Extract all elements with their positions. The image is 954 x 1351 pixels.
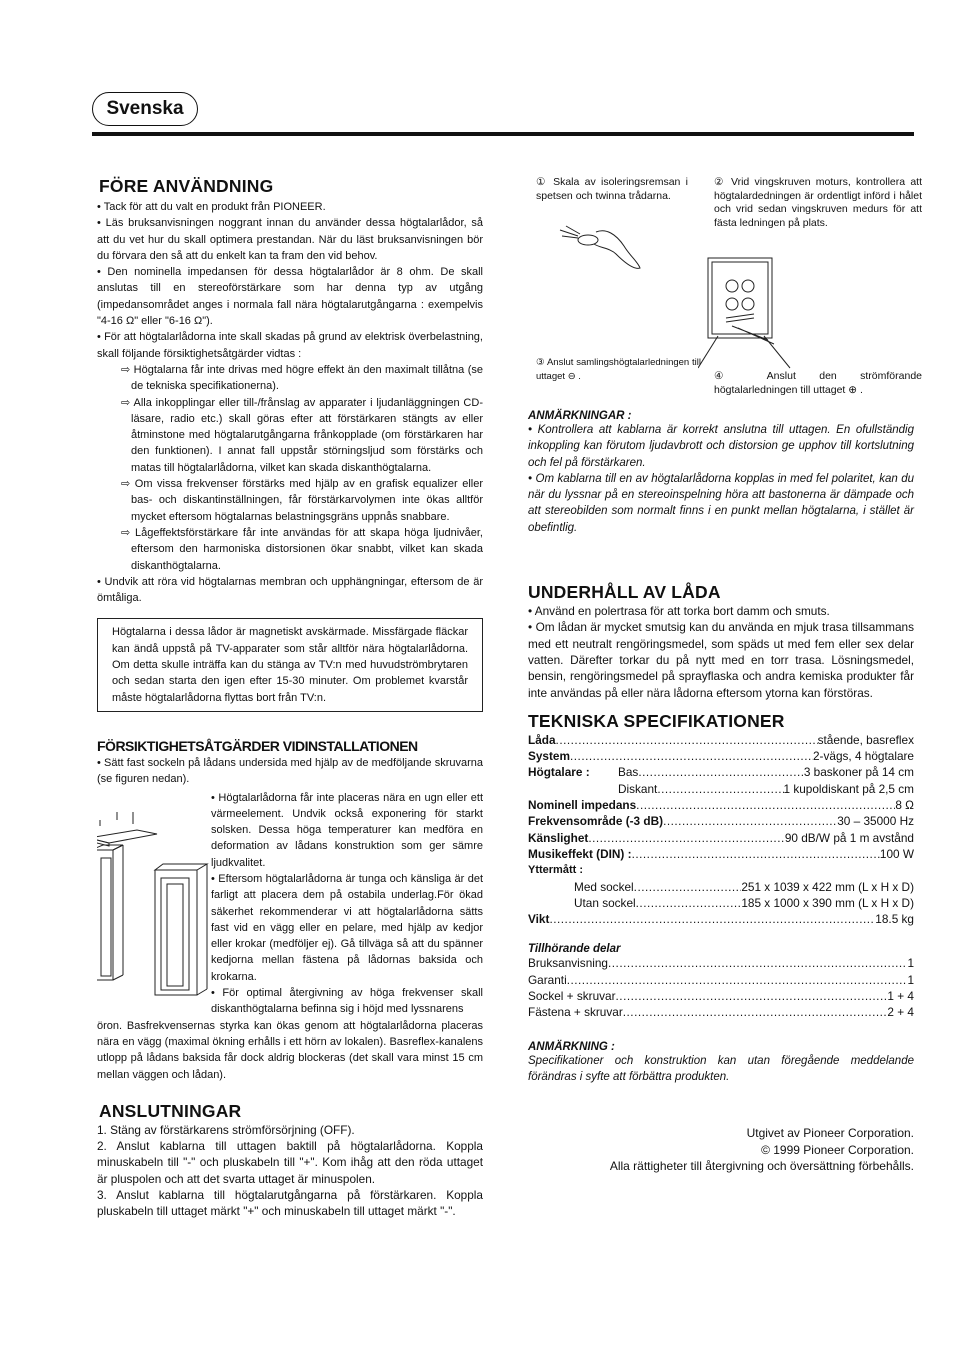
footer-line: Utgivet av Pioneer Corporation.	[746, 1126, 914, 1141]
care-item: • Om lådan är mycket smutsig kan du använda en mjuk trasa tillsammans med ett neutralt rengöringsmedel, som späds ut med fem eller sex delar vatten. Därefter torkar du på nytt med en torr trasa. Lösningsmedel, bensin, rengöringsmedel på sprayflaska och andra kemiska produkter får inte användas på eller nära lådorna eftersom ytorna kan förstöras.	[528, 620, 914, 700]
spec-row	[528, 781, 914, 797]
ansl-item: 1. Stäng av förstärkarens strömförsörjning (OFF).	[97, 1122, 355, 1137]
spec-row	[528, 895, 914, 911]
right-column	[528, 176, 922, 1175]
accessories-heading: Tillhörande delar	[528, 943, 621, 956]
spec-label: Bas	[618, 765, 639, 780]
connection-figure	[528, 176, 922, 398]
accessory-qty: 1	[907, 956, 914, 971]
section-title-install: FÖRSIKTIGHETSÅTGÄRDER VIDINSTALLATIONEN	[97, 737, 418, 754]
note2-heading: ANMÄRKNING :	[528, 1040, 615, 1053]
speaker-stand-figure	[97, 790, 211, 1002]
note-item: • Om kablarna till en av högtalarlådorna kopplas in med fel polaritet, kan du när du lyssnar på en stereoinspelning höra att bastonerna är dämpade och att stereobilden som normalt finns i en punkt mellan högtalarna, i stället är obefintlig.	[528, 472, 914, 534]
spec-label: System	[528, 749, 570, 764]
spec-label: Musikeffekt (DIN) :	[528, 846, 632, 861]
accessory-qty: 1 + 4	[887, 989, 914, 1004]
spec-label: Diskant	[618, 781, 658, 796]
install-block	[97, 790, 483, 1018]
spec-value: 3 baskoner på 14 cm	[803, 765, 914, 780]
accessory-label: Garanti	[528, 972, 567, 987]
spec-label: Frekvensområde (-3 dB)	[528, 814, 664, 829]
spec-row	[528, 764, 914, 780]
step-2-caption: ② Vrid vingskruven moturs, kontrollera att högtalardedningen är ordentligt införd i hålet och vrid sedan vingskruven medurs för att fästa ledningen på plats.	[714, 176, 922, 229]
spec-value: stående, basreflex	[817, 732, 914, 747]
accessory-row	[528, 972, 914, 988]
section-title-care: UNDERHÅLL AV LÅDA	[528, 582, 721, 603]
section-title-ansl: ANSLUTNINGAR	[99, 1100, 242, 1121]
spec-value: 2-vägs, 4 högtalare	[813, 749, 914, 764]
notes-block	[528, 410, 914, 536]
ansl-item: 3. Anslut kablarna till högtalarutgångarna på förstärkaren. Koppla pluskabeln till uttaget märkt "+" och minuskabeln till uttaget märkt "-".	[97, 1188, 483, 1219]
spec-row	[528, 862, 914, 878]
step-4-caption: ④ Anslut den strömförande högtalarledningen till uttaget ⊕ .	[714, 370, 922, 396]
spec-row	[528, 879, 914, 895]
note-item: • Kontrollera att kablarna är korrekt anslutna till uttagen. En ofullständig inkoppling kan förutom ljudavbrott och distorsion ge upphov till kortslutning och fel på förstärkaren.	[528, 424, 914, 469]
install-item: • Eftersom högtalarlådorna är tunga och känsliga är det farligt att placera dem på ostabila underlag.För ökad säkerhet rekommenderar vi att högtalarlådorna sätts fast vid en vägg eller en pelare, med hjälp av kedjor eller krokar (medföljer ej). Gå tillväga så att du spänner kedjorna mellan fästena på lådornas baksida och krokarna.	[211, 872, 483, 983]
spec-value: 251 x 1039 x 422 mm (L x H x D)	[741, 879, 914, 894]
install-item: • Högtalarlådorna får inte placeras nära en ugn eller ett värmeelement. Undvik också exponering för starkt solsken. Dessa höga temperaturer kan medföra en deformation av lådans konstruktion som ger sämre ljudkvalitet.	[211, 791, 483, 869]
spec-label: Nominell impedans	[528, 798, 637, 813]
accessory-qty: 1	[907, 972, 914, 987]
accessories-list	[528, 955, 914, 1020]
accessory-row	[528, 955, 914, 971]
accessory-label: Sockel + skruvar	[528, 989, 616, 1004]
spec-label: Yttermått :	[528, 864, 584, 877]
fore-para: • Undvik att röra vid högtalarnas membran och upphängningar, eftersom de är ömtåliga.	[97, 575, 483, 605]
precaution-item: ⇨ Alla inkopplingar eller till-/frånslag av apparater i ljudanläggningen CD-läsare, radio etc.) skall göras efter att förstärkaren stängts av eller åtminstone med högtalarutgångarna frånkopplade (om förstärkaren har den funktionen). I annat fall uppstår störningsljud som förstärks och matas till högtalarlådorna, vilket kan skada diskanthögtalarna.	[121, 396, 483, 474]
step-3-caption: ③ Anslut samlingshögtalarledningen till uttaget ⊖ .	[536, 357, 701, 382]
care-item: • Använd en polertrasa för att torka bort damm och smuts.	[528, 604, 830, 619]
spec-value: 18.5 kg	[875, 912, 914, 927]
publisher-footer	[528, 1125, 914, 1175]
spec-table	[528, 732, 914, 928]
spec-row	[528, 813, 914, 829]
precaution-item: ⇨ Om vissa frekvenser förstärks med hjälp av en grafisk equalizer eller bas- och diskantinställningen, får förstärkarvolymen inte ökas alltför mycket eftersom högtalarnas belastningsgräns uppnås snabbare.	[121, 478, 483, 523]
note2-text: Specifikationer och konstruktion kan utan föregående meddelande förändras i syfte att förbättra produkten.	[528, 1054, 914, 1083]
spec-label: Låda	[528, 732, 556, 747]
spec-row	[528, 830, 914, 846]
spec-value: 8 Ω	[895, 798, 914, 813]
accessory-label: Fästena + skruvar	[528, 1005, 623, 1020]
spec-row	[528, 732, 914, 748]
accessory-row	[528, 1004, 914, 1020]
spec-label: Känslighet	[528, 830, 589, 845]
section-title-specs: TEKNISKA SPECIFIKATIONER	[528, 710, 785, 731]
spec-label: Med sockel	[574, 879, 634, 894]
step-1-caption: ① Skala av isoleringsremsan i spetsen och twinna trådarna.	[536, 176, 688, 202]
footer-line: Alla rättigheter till återgivning och översättning förbehålls.	[609, 1159, 914, 1174]
accessory-label: Bruksanvisning	[528, 956, 608, 971]
precaution-item: ⇨ Lågeffektsförstärkare får inte användas för att skapa höga ljudnivåer, eftersom den harmoniska distorsionen ökar snabbt, vilket kan skada diskanthögtalarna.	[121, 526, 483, 572]
header-rule	[92, 132, 914, 136]
notes-heading: ANMÄRKNINGAR :	[528, 410, 632, 422]
ansl-item: 2. Anslut kablarna till uttagen baktill på högtalarlådorna. Koppla minuskabeln till "-" och pluskabeln till "+". Kom ihåg att den röda uttaget är pluspolen och att det svarta uttaget är minuspolen.	[97, 1139, 483, 1186]
precaution-list	[97, 362, 483, 574]
spec-value: 90 dB/W på 1 m avstånd	[784, 830, 914, 845]
spec-value: 100 W	[879, 846, 914, 861]
fore-para: • Läs bruksanvisningen noggrant innan du använder dessa högtalarlådor, så att du vet hur du skall optimera prestandan. När du läst bruksanvisningen bör du förvara den så att du enkelt kan ta fram den vid behov.	[97, 217, 483, 262]
install-intro: • Sätt fast sockeln på lådans undersida med hjälp av de medföljande skruvarna (se figuren nedan).	[97, 756, 483, 786]
magnetic-shield-text: Högtalarna i dessa lådor är magnetiskt avskärmade. Missfärgade fläckar kan ändå uppstå på TV-apparater som står alltför nära högtalarlådorna. Om detta skulle inträffa kan du stänga av TV:n med huvudströmbrytaren och sedan starta den igen efter 15-30 minuter. Om problemet kvarstår måste högtalarlådorna flyttas bort från TV:n.	[112, 626, 468, 704]
spec-row	[528, 748, 914, 764]
left-column	[97, 176, 483, 1220]
spec-label: Högtalare :	[528, 765, 590, 780]
spec-row	[528, 846, 914, 862]
accessory-row	[528, 988, 914, 1004]
wire-strip-icon	[558, 218, 648, 274]
fore-para: • Tack för att du valt en produkt från PIONEER.	[97, 201, 326, 213]
fore-para: • Den nominella impedansen för dessa högtalarlådor är 8 ohm. De skall anslutas till en stereoförstärkare som har denna typ av utgång (impedansområdet anges i normala fall nära högtalarutgångarna : exempelvis "4-16 Ω" eller "6-16 Ω").	[97, 266, 483, 328]
spec-row	[528, 797, 914, 813]
speaker-illustration	[97, 790, 211, 1002]
spec-value: 185 x 1000 x 390 mm (L x H x D)	[741, 895, 914, 910]
spec-row	[528, 911, 914, 927]
install-item: • För optimal återgivning av höga frekvenser skall diskanthögtalarna befinna sig i höjd med lyssnarens	[211, 987, 483, 1016]
language-badge: Svenska	[92, 92, 198, 126]
install-side-text	[211, 790, 483, 1018]
spec-value: 1 kupoldiskant på 2,5 cm	[783, 781, 914, 796]
spec-label: Utan sockel	[574, 895, 636, 910]
install-continued: öron. Basfrekvensernas styrka kan ökas genom att högtalarlådorna placeras nära en vägg (maximal ökning erhålls i ett hörn av lokalen). Basreflex-kanalens utlopp på lådans baksida får dock aldrig blockeras (det skall vara minst 15 cm mellan väggen och lådan).	[97, 1019, 483, 1081]
precaution-item: ⇨ Högtalarna får inte drivas med högre effekt än den maximalt tillåtna (se de tekniska specifikationerna).	[121, 363, 483, 393]
footer-line: © 1999 Pioneer Corporation.	[761, 1142, 914, 1157]
magnetic-shield-note	[97, 618, 483, 711]
spec-label: Vikt	[528, 912, 550, 927]
fore-para: • För att högtalarlådorna inte skall skadas på grund av elektrisk överbelastning, skall följande försiktighetsåtgärder vidtas :	[97, 331, 483, 360]
accessory-qty: 2 + 4	[887, 1005, 914, 1020]
spec-value: 30 – 35000 Hz	[837, 814, 914, 829]
section-title-fore: FÖRE ANVÄNDNING	[99, 176, 274, 196]
